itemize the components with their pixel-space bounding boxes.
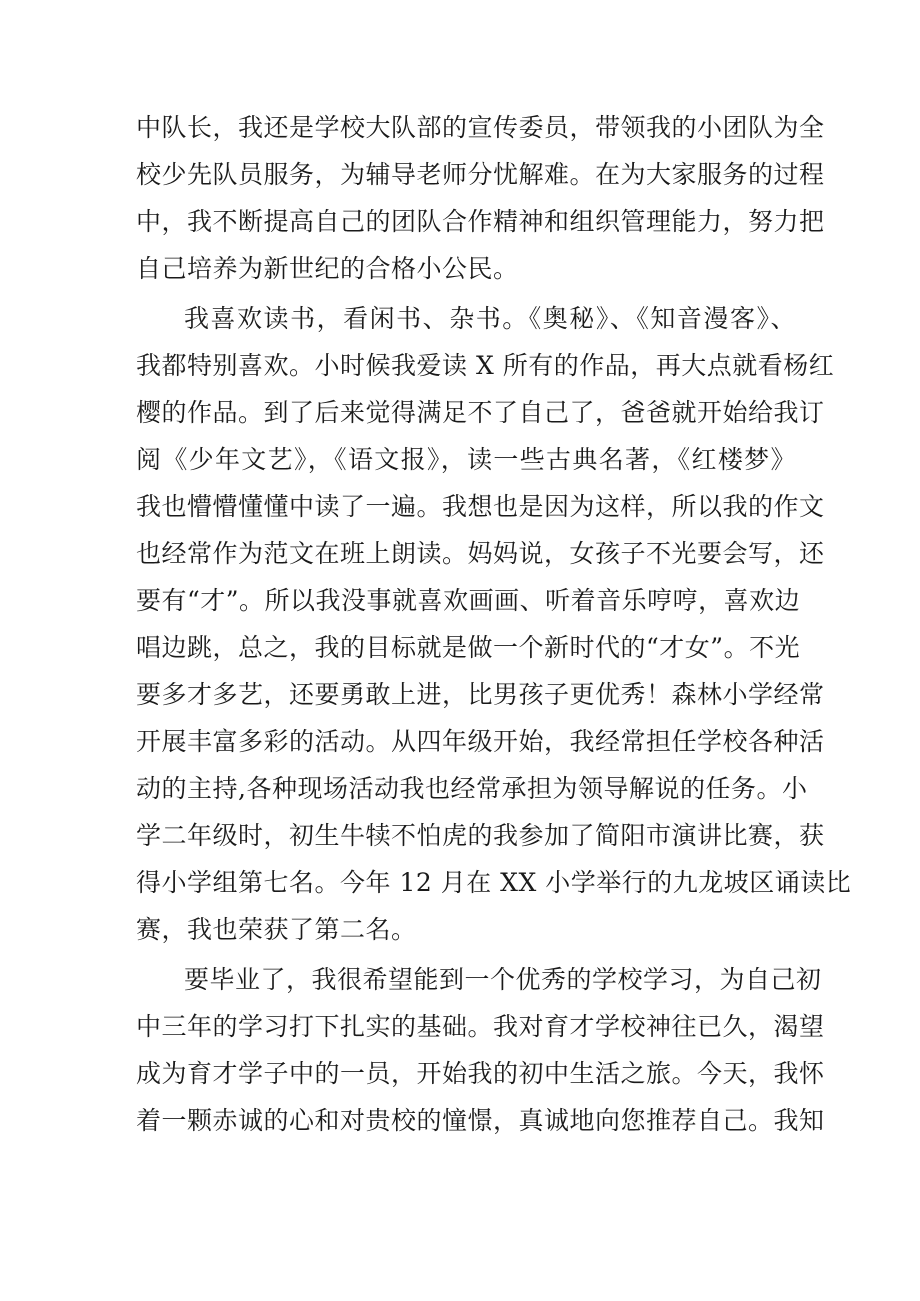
text-line: 唱边跳，总之，我的目标就是做一个新时代的“才女”。不光 <box>136 633 801 662</box>
text-line: 要多才多艺，还要勇敢上进，比男孩子更优秀！森林小学经常 <box>136 680 825 709</box>
text-line: 中队长，我还是学校大队部的宣传委员，带领我的小团队为全 <box>136 113 825 142</box>
text-line: 得小学组第七名。今年 12 月在 XX 小学举行的九龙坡区诵读比 <box>136 868 852 897</box>
text-line: 要有“才”。所以我没事就喜欢画画、听着音乐哼哼，喜欢边 <box>136 586 801 615</box>
text-line: 中三年的学习打下扎实的基础。我对育才学校神往已久，渴望 <box>136 1012 825 1041</box>
text-line: 着一颗赤诚的心和对贵校的憧憬，真诚地向您推荐自己。我知 <box>136 1106 825 1135</box>
text-line: 校少先队员服务，为辅导老师分忧解难。在为大家服务的过程 <box>136 160 825 189</box>
text-line: 动的主持,各种现场活动我也经常承担为领导解说的任务。小 <box>136 774 808 803</box>
text-line: 阅《少年文艺》，《语文报》，读一些古典名著，《红楼梦》 <box>136 445 796 474</box>
text-line: 学二年级时，初生牛犊不怕虎的我参加了简阳市演讲比赛，获 <box>136 821 825 850</box>
text-line: 自己培养为新世纪的合格小公民。 <box>136 254 519 283</box>
text-line: 也经常作为范文在班上朗读。妈妈说，女孩子不光要会写，还 <box>136 539 825 568</box>
text-line: 樱的作品。到了后来觉得满足不了自己了，爸爸就开始给我订 <box>136 398 825 427</box>
paragraph-first-line: 要毕业了，我很希望能到一个优秀的学校学习，为自己初 <box>184 965 822 994</box>
paragraph-first-line: 我喜欢读书，看闲书、杂书。《奥秘》、《知音漫客》、 <box>184 304 796 333</box>
text-line: 中，我不断提高自己的团队合作精神和组织管理能力，努力把 <box>136 207 825 236</box>
text-line: 成为育才学子中的一员，开始我的初中生活之旅。今天，我怀 <box>136 1059 825 1088</box>
text-line: 我都特别喜欢。小时候我爱读 X 所有的作品，再大点就看杨红 <box>136 351 835 380</box>
text-line: 赛，我也荣获了第二名。 <box>136 915 417 944</box>
text-line: 我也懵懵懂懂中读了一遍。我想也是因为这样，所以我的作文 <box>136 492 825 521</box>
text-line: 开展丰富多彩的活动。从四年级开始，我经常担任学校各种活 <box>136 727 825 756</box>
